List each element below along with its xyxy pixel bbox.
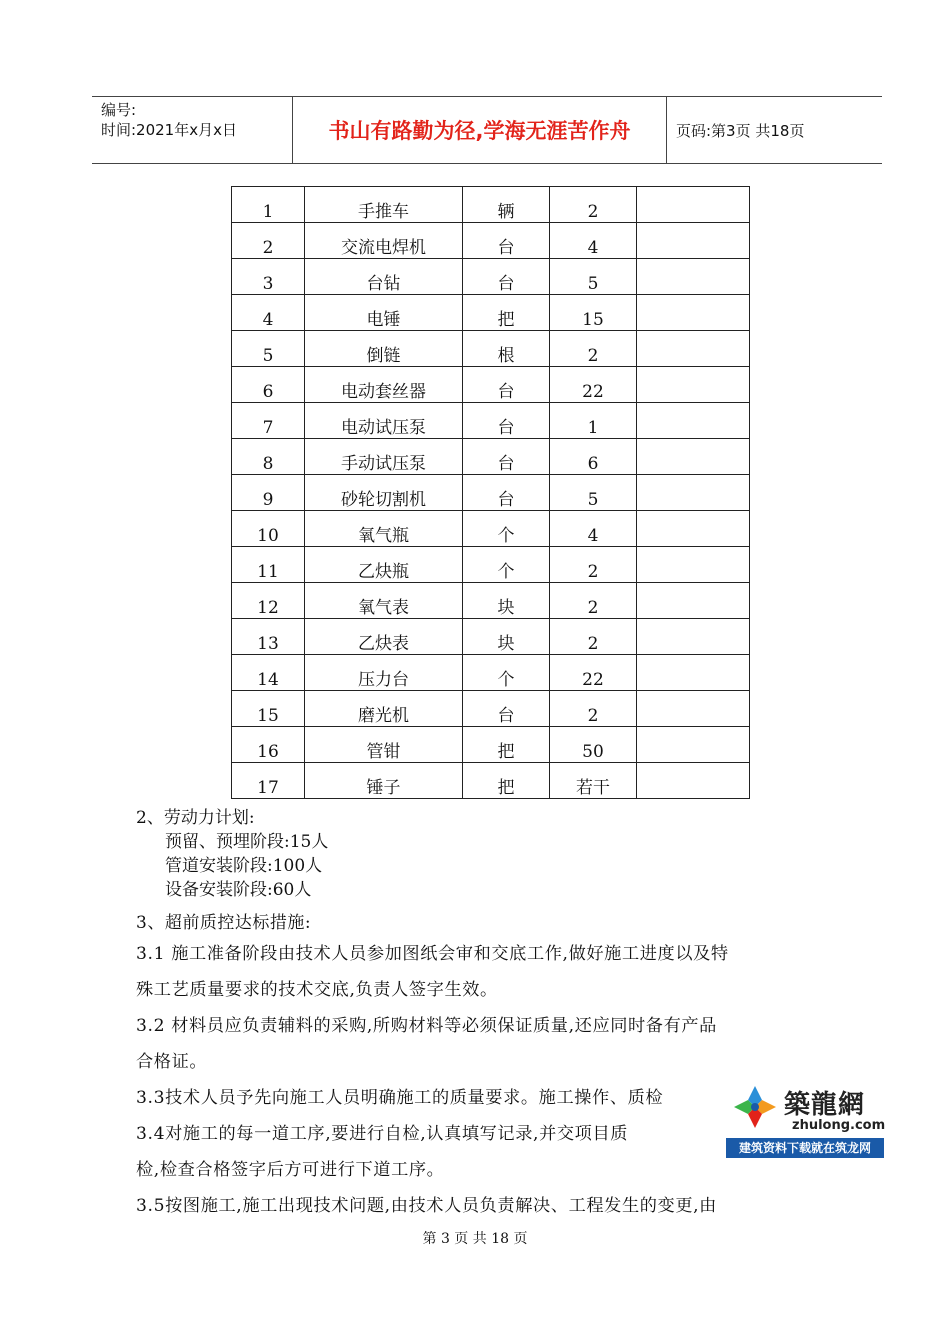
watermark-tagline: 建筑资料下载就在筑龙网 [726,1138,884,1158]
row-number [232,691,305,727]
tool-unit: 块 [463,619,550,655]
row-number [232,619,305,655]
row-number [232,367,305,403]
row-number-text: 7 [262,418,274,438]
row-number-text: 14 [257,670,279,690]
row-number [232,331,305,367]
row-number-text: 6 [262,382,274,402]
tool-quantity: 1 [550,403,637,439]
tool-unit: 台 [463,475,550,511]
tool-note [637,583,750,619]
row-number-text: 16 [257,742,279,762]
paragraph-line: 3.1 施工准备阶段由技术人员参加图纸会审和交底工作,做好施工进度以及特 [136,944,729,964]
tool-quantity: 6 [550,439,637,475]
section3-title: 3、超前质控达标措施: [136,913,312,933]
table-row [232,583,750,619]
labor-item: 设备安装阶段:60人 [165,880,312,900]
tool-note [637,403,750,439]
row-number [232,439,305,475]
paragraph-line: 3.3技术人员予先向施工人员明确施工的质量要求。施工操作、质检 [136,1088,664,1108]
page-info-text: 页码:第3页 共18页 [676,121,805,140]
tool-name: 乙炔表 [305,619,463,655]
tool-name: 砂轮切割机 [305,475,463,511]
paragraph-line: 合格证。 [136,1052,208,1072]
table-row [232,187,750,223]
tool-quantity: 22 [550,655,637,691]
row-number [232,187,305,223]
header-page-info [666,97,882,163]
table-row [232,475,750,511]
tool-name: 手动试压泵 [305,439,463,475]
tool-note [637,619,750,655]
row-number [232,259,305,295]
row-number [232,547,305,583]
paragraph-line: 检,检查合格签字后方可进行下道工序。 [136,1160,445,1180]
row-number-text: 13 [257,634,279,654]
row-number [232,583,305,619]
tool-quantity: 50 [550,727,637,763]
tool-unit: 把 [463,727,550,763]
tool-name: 乙炔瓶 [305,547,463,583]
table-row [232,691,750,727]
tool-quantity: 22 [550,367,637,403]
paragraph-line: 3.5按图施工,施工出现技术问题,由技术人员负责解决、工程发生的变更,由 [136,1196,717,1216]
tool-note [637,691,750,727]
tool-quantity: 2 [550,691,637,727]
doc-time-label: 时间:2021年x月x日 [101,121,237,139]
labor-item: 管道安装阶段:100人 [165,856,323,876]
tool-name: 电动套丝器 [305,367,463,403]
watermark-domain: zhulong.com [792,1118,886,1133]
tool-name: 管钳 [305,727,463,763]
table-row [232,763,750,799]
row-number-text: 10 [257,526,279,546]
row-number-text: 11 [257,562,279,582]
tool-note [637,187,750,223]
tool-unit: 台 [463,367,550,403]
table-row [232,403,750,439]
tool-unit: 个 [463,511,550,547]
tool-note [637,547,750,583]
row-number [232,475,305,511]
tool-unit: 台 [463,439,550,475]
table-row [232,727,750,763]
table-row [232,619,750,655]
tool-unit: 个 [463,655,550,691]
tool-name: 磨光机 [305,691,463,727]
tool-unit: 把 [463,763,550,799]
tool-note [637,295,750,331]
paragraph-line: 殊工艺质量要求的技术交底,负责人签字生效。 [136,980,498,1000]
tool-quantity: 15 [550,295,637,331]
row-number-text: 1 [262,202,274,222]
row-number [232,223,305,259]
table-row [232,259,750,295]
row-number [232,763,305,799]
tool-unit: 把 [463,295,550,331]
tool-name: 手推车 [305,187,463,223]
tool-quantity: 2 [550,187,637,223]
row-number-text: 15 [257,706,279,726]
table-row [232,439,750,475]
tool-quantity: 2 [550,583,637,619]
row-number-text: 5 [262,346,274,366]
table-row [232,295,750,331]
tool-quantity: 2 [550,619,637,655]
tool-name: 氧气瓶 [305,511,463,547]
tool-name: 压力台 [305,655,463,691]
table-row [232,367,750,403]
table-row [232,331,750,367]
tool-unit: 台 [463,403,550,439]
labor-title: 2、劳动力计划: [136,808,255,828]
paragraph-line: 3.4对施工的每一道工序,要进行自检,认真填写记录,并交项目质 [136,1124,629,1144]
page-footer: 第 3 页 共 18 页 [422,1231,528,1247]
tool-quantity: 2 [550,331,637,367]
tool-name: 交流电焊机 [305,223,463,259]
tool-unit: 台 [463,691,550,727]
row-number [232,403,305,439]
page-header [92,96,882,164]
doc-number-label: 编号: [101,101,137,119]
row-number [232,295,305,331]
tool-unit: 根 [463,331,550,367]
tool-quantity: 若干 [550,763,637,799]
tool-unit: 块 [463,583,550,619]
tool-name: 电锤 [305,295,463,331]
tool-unit: 台 [463,223,550,259]
tool-note [637,655,750,691]
header-slogan: 书山有路勤为径,学海无涯苦作舟 [292,97,667,163]
table-row [232,655,750,691]
row-number-text: 17 [257,778,279,798]
table-row [232,223,750,259]
tool-note [637,259,750,295]
tool-note [637,331,750,367]
tools-table [231,186,750,799]
tool-name: 台钻 [305,259,463,295]
tool-quantity: 2 [550,547,637,583]
labor-plan [136,806,328,902]
row-number [232,655,305,691]
paragraph-line: 3.2 材料员应负责辅料的采购,所购材料等必须保证质量,还应同时备有产品 [136,1016,717,1036]
row-number-text: 12 [257,598,279,618]
row-number-text: 4 [262,310,274,330]
labor-item: 预留、预埋阶段:15人 [165,832,329,852]
tool-name: 电动试压泵 [305,403,463,439]
tool-name: 氧气表 [305,583,463,619]
tool-note [637,223,750,259]
row-number-text: 3 [262,274,274,294]
zhulong-logo-icon [732,1084,778,1130]
tool-name: 倒链 [305,331,463,367]
tool-unit: 个 [463,547,550,583]
tool-unit: 辆 [463,187,550,223]
row-number-text: 8 [262,454,274,474]
tool-quantity: 4 [550,511,637,547]
row-number [232,511,305,547]
tool-unit: 台 [463,259,550,295]
tool-name: 锤子 [305,763,463,799]
watermark-name: 築龍網 [784,1090,866,1120]
tool-note [637,475,750,511]
table-row [232,511,750,547]
tool-note [637,763,750,799]
tool-quantity: 5 [550,475,637,511]
zhulong-watermark-logo [726,1080,884,1158]
tool-quantity: 5 [550,259,637,295]
tool-note [637,367,750,403]
row-number [232,727,305,763]
table-row [232,547,750,583]
tool-note [637,511,750,547]
row-number-text: 2 [262,238,274,258]
row-number-text: 9 [262,490,274,510]
tool-note [637,439,750,475]
tool-quantity: 4 [550,223,637,259]
header-meta [92,97,292,163]
tool-note [637,727,750,763]
